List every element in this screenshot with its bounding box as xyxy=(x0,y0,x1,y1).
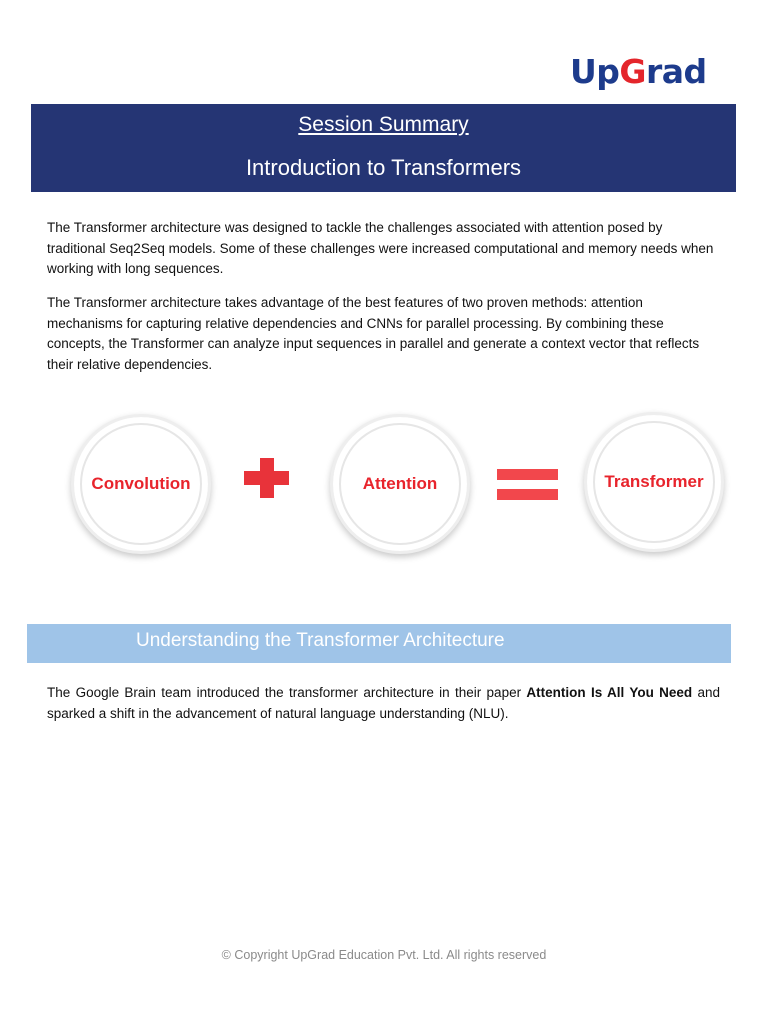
title-banner xyxy=(31,104,736,192)
transformer-label: Transformer xyxy=(604,472,704,491)
section-paragraph: The Google Brain team introduced the transformer architecture in their paper Attention Is All You Need and sparked a shift in the advancement of natural language understanding (NLU). xyxy=(47,685,720,721)
equals-icon xyxy=(497,469,558,500)
intro-paragraph-1: The Transformer architecture was designed to tackle the challenges associated with attention posed by traditional Seq2Seq models. Some of these challenges were increased computational and memory needs when working with long sequences. xyxy=(47,220,714,276)
session-summary-heading: Session Summary xyxy=(298,113,469,136)
plus-icon xyxy=(244,458,289,498)
attention-label: Attention xyxy=(362,474,438,493)
convolution-label: Convolution xyxy=(91,474,191,493)
copyright-footer: © Copyright UpGrad Education Pvt. Ltd. All rights reserved xyxy=(221,948,547,962)
attention-circle xyxy=(330,414,470,554)
intro-paragraph-2: The Transformer architecture takes advantage of the best features of two proven methods: attention mechanisms for capturing relative dependencies and CNNs for parallel processing. By combining these concepts, the Transformer can analyze input sequences in parallel and generate a context vector that reflects their relative dependencies. xyxy=(47,295,700,372)
section-heading: Understanding the Transformer Architecture xyxy=(136,630,505,651)
page-title: Introduction to Transformers xyxy=(245,155,522,180)
transformer-circle xyxy=(584,412,724,552)
paper-title: Attention Is All You Need xyxy=(526,685,693,700)
upgrad-logo: UpGrad xyxy=(570,52,707,91)
section-heading-band xyxy=(27,624,731,663)
convolution-circle xyxy=(71,414,211,554)
